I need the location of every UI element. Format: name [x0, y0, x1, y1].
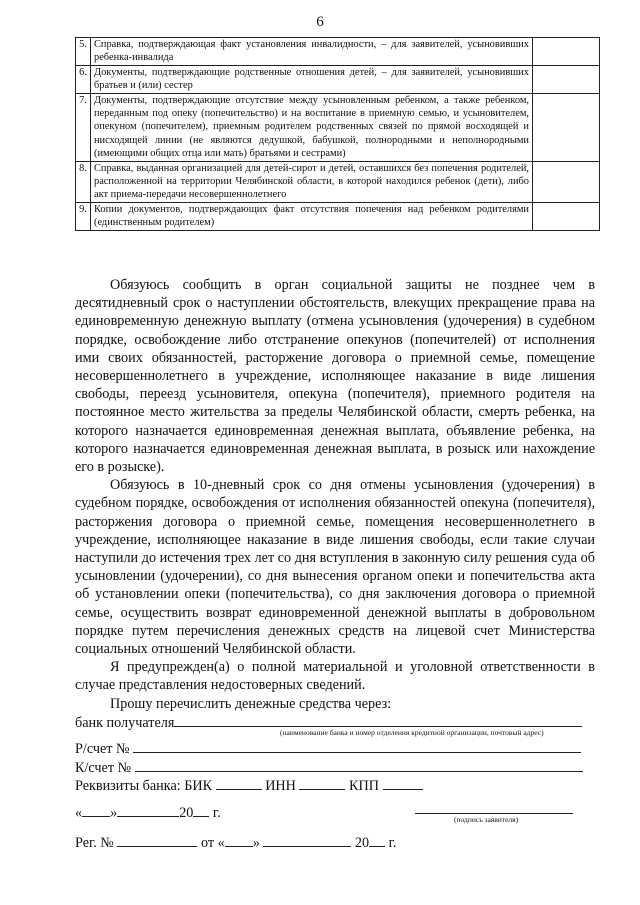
date-row: [75, 802, 221, 822]
date-year-field[interactable]: [193, 802, 209, 817]
bank-caption: (наименование банка и номер отделения кредитной организации, почтовый адрес): [280, 728, 544, 737]
date-year-prefix: 20: [179, 805, 194, 821]
reg-number-label: Рег. №: [75, 835, 114, 851]
document-row: [76, 65, 600, 93]
document-description: Документы, подтверждающие отсутствие между усыновленным ребенком, а также ребенком, переданным под опеку (попечительство) и на воспитание в приемную семью, и усыновителем, опекуном (попечителем), приемным родителем родственных связей по прямой восходящей и нисходящей линии (не являются дедушкой, бабушкой, полнородными и неполнородными (имеющими общих отца или мать) братьями и сестрами): [91, 93, 533, 161]
date-day-field[interactable]: [82, 802, 110, 817]
document-mark-cell[interactable]: [533, 38, 600, 66]
paragraph-refund-obligation: Обязуюсь в 10-дневный срок со дня отмены усыновления (удочерения) в судебном порядке, освобождения от исполнения обязанностей опекуна (попечителя), расторжения договора о приемной семье, помещения несовершеннолетнего в учреждение, исполняющее наказание в виде лишения свободы, если такие случаи наступили до истечения трех лет со дня вступления в законную силу решения суда об усыновлении (удочерении), со дня вынесения органом опеки и попечительства акта об установлении опеки (попечительства), со дня заключения договора о приемной семье, осуществить возврат единовременной денежной выплаты в добровольном порядке путем перечисления денежных средств на лицевой счет Министерства социальных отношений Челябинской области.: [75, 477, 595, 658]
document-mark-cell[interactable]: [533, 161, 600, 202]
reg-month-field[interactable]: [263, 832, 351, 847]
paragraph-notify-obligation: Обязуюсь сообщить в орган социальной защиты не позднее чем в десятидневный срок о наступлении обстоятельств, влекущих прекращение права на единовременную денежную выплату (отмена усыновления (удочерения) в судебном порядке, освобождение либо отстранение опекунов (попечителей) от исполнения ими своих обязанностей, расторжение договора о приемной семье, помещение несовершеннолетнего в учреждение, исполняющее наказание в виде лишения свободы, переезд усыновителя, опекуна (попечителя), приемного родителя на постоянное место жительства за пределы Челябинской области, смерть ребенка, на которого назначается единовременная денежная выплата, объявление ребенка, на которого назначается единовременная денежная выплата, в розыск или нахождение его в розыске).: [75, 277, 595, 476]
bank-label: банк получателя: [75, 715, 175, 731]
date-open-quote: «: [75, 805, 83, 821]
settlement-account-field[interactable]: [133, 738, 581, 753]
document-number: 8.: [76, 161, 91, 202]
kpp-label: КПП: [349, 778, 379, 794]
reg-date-close: »: [252, 835, 260, 851]
registration-row: [75, 832, 396, 852]
document-number: 6.: [76, 65, 91, 93]
document-description: Справка, выданная организацией для детей-сирот и детей, оставшихся без попечения родителей, расположенной на территории Челябинской области, в которой находился ребенок (дети), либо акт приема-передачи несовершеннолетнего: [91, 161, 533, 202]
document-mark-cell[interactable]: [533, 93, 600, 161]
document-row: [76, 202, 600, 230]
obligations-text: [75, 276, 595, 713]
document-description: Документы, подтверждающие родственные отношения детей, – для заявителей, усыновивших братьев и (или) сестер: [91, 65, 533, 93]
bik-label: Реквизиты банка: БИК: [75, 778, 213, 794]
date-year-suffix: г.: [212, 805, 221, 821]
inn-label: ИНН: [265, 778, 296, 794]
reg-day-field[interactable]: [225, 832, 253, 847]
documents-table: [75, 37, 600, 231]
kpp-field[interactable]: [383, 775, 423, 790]
reg-date-open: от «: [200, 835, 225, 851]
bank-name-field[interactable]: [174, 712, 582, 727]
reg-year-suffix: г.: [388, 835, 397, 851]
date-close-quote: »: [110, 805, 118, 821]
bik-field[interactable]: [216, 775, 262, 790]
settlement-account-row: [75, 738, 581, 758]
document-number: 5.: [76, 38, 91, 66]
correspondent-account-field[interactable]: [135, 757, 583, 772]
document-row: [76, 38, 600, 66]
document-mark-cell[interactable]: [533, 202, 600, 230]
settlement-account-label: Р/счет №: [75, 741, 130, 757]
paragraph-transfer-request: Прошу перечислить денежные средства через:: [110, 695, 392, 712]
document-description: Копии документов, подтверждающих факт отсутствия попечения над ребенком родителями (единственным родителем): [91, 202, 533, 230]
document-mark-cell[interactable]: [533, 65, 600, 93]
paragraph-liability-warning: Я предупрежден(а) о полной материальной и уголовной ответственности в случае представления недостоверных сведений.: [75, 659, 595, 694]
document-number: 9.: [76, 202, 91, 230]
document-description: Справка, подтверждающая факт установления инвалидности, – для заявителей, усыновивших ребенка-инвалида: [91, 38, 533, 66]
reg-year-field[interactable]: [369, 832, 385, 847]
inn-field[interactable]: [299, 775, 345, 790]
reg-year-prefix: 20: [354, 835, 370, 851]
reg-number-field[interactable]: [117, 832, 197, 847]
correspondent-account-label: К/счет №: [75, 760, 132, 776]
bank-requisites-row: [75, 775, 423, 795]
document-row: [76, 93, 600, 161]
page-number: 6: [316, 14, 324, 30]
signature-field[interactable]: [415, 799, 573, 814]
document-number: 7.: [76, 93, 91, 161]
date-month-field[interactable]: [117, 802, 179, 817]
document-row: [76, 161, 600, 202]
signature-caption: (подпись заявителя): [454, 815, 519, 824]
correspondent-account-row: [75, 757, 583, 777]
